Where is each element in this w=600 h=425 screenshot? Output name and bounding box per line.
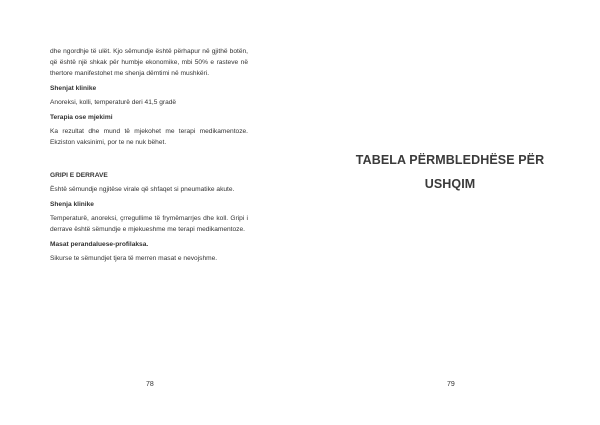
left-page-text: [50, 46, 248, 264]
section-title: [330, 148, 570, 196]
page-number-right: 79: [447, 381, 455, 388]
heading-therapy: Terapia ose mjekimi: [50, 114, 113, 121]
swine-flu-text: Është sëmundje ngjitëse virale që shfaqet si pneumatike akute.: [50, 186, 235, 193]
right-page: [300, 0, 600, 425]
section-title-line-2: USHQIM: [424, 177, 476, 191]
heading-swine-flu: GRIPI E DERRAVE: [50, 172, 108, 179]
intro-paragraph: dhe ngordhje të ulët. Kjo sëmundje është përhapur në gjithë botën, që është një shkak për humbje ekonomike, mbi 50% e rasteve në thertore manifestohet me shenja dëmtimi në mushkëri.: [50, 48, 248, 77]
heading-clinical-signs: Shenjat klinike: [50, 85, 97, 92]
prevention-text: Sikurse te sëmundjet tjera të merren masat e nevojshme.: [50, 255, 218, 262]
flu-clinical-signs-text: Temperaturë, anoreksi, çrregullime të frymëmarrjes dhe koll. Gripi i derrave është sëmundje e mjekueshme me terapi medikamentoze.: [50, 215, 248, 233]
section-title-line-1: TABELA PËRMBLEDHËSE PËR: [355, 153, 545, 167]
page-number-left: 78: [146, 381, 154, 388]
therapy-text: Ka rezultat dhe mund të mjekohet me terapi medikamentoze. Ekziston vaksinimi, por te ne nuk bëhet.: [50, 128, 248, 146]
heading-flu-clinical-signs: Shenja klinike: [50, 201, 94, 208]
heading-prevention: Masat perandaluese-profilaksa.: [50, 241, 149, 248]
clinical-signs-text: Anoreksi, kolli, temperaturë deri 41,5 gradë: [50, 99, 177, 106]
